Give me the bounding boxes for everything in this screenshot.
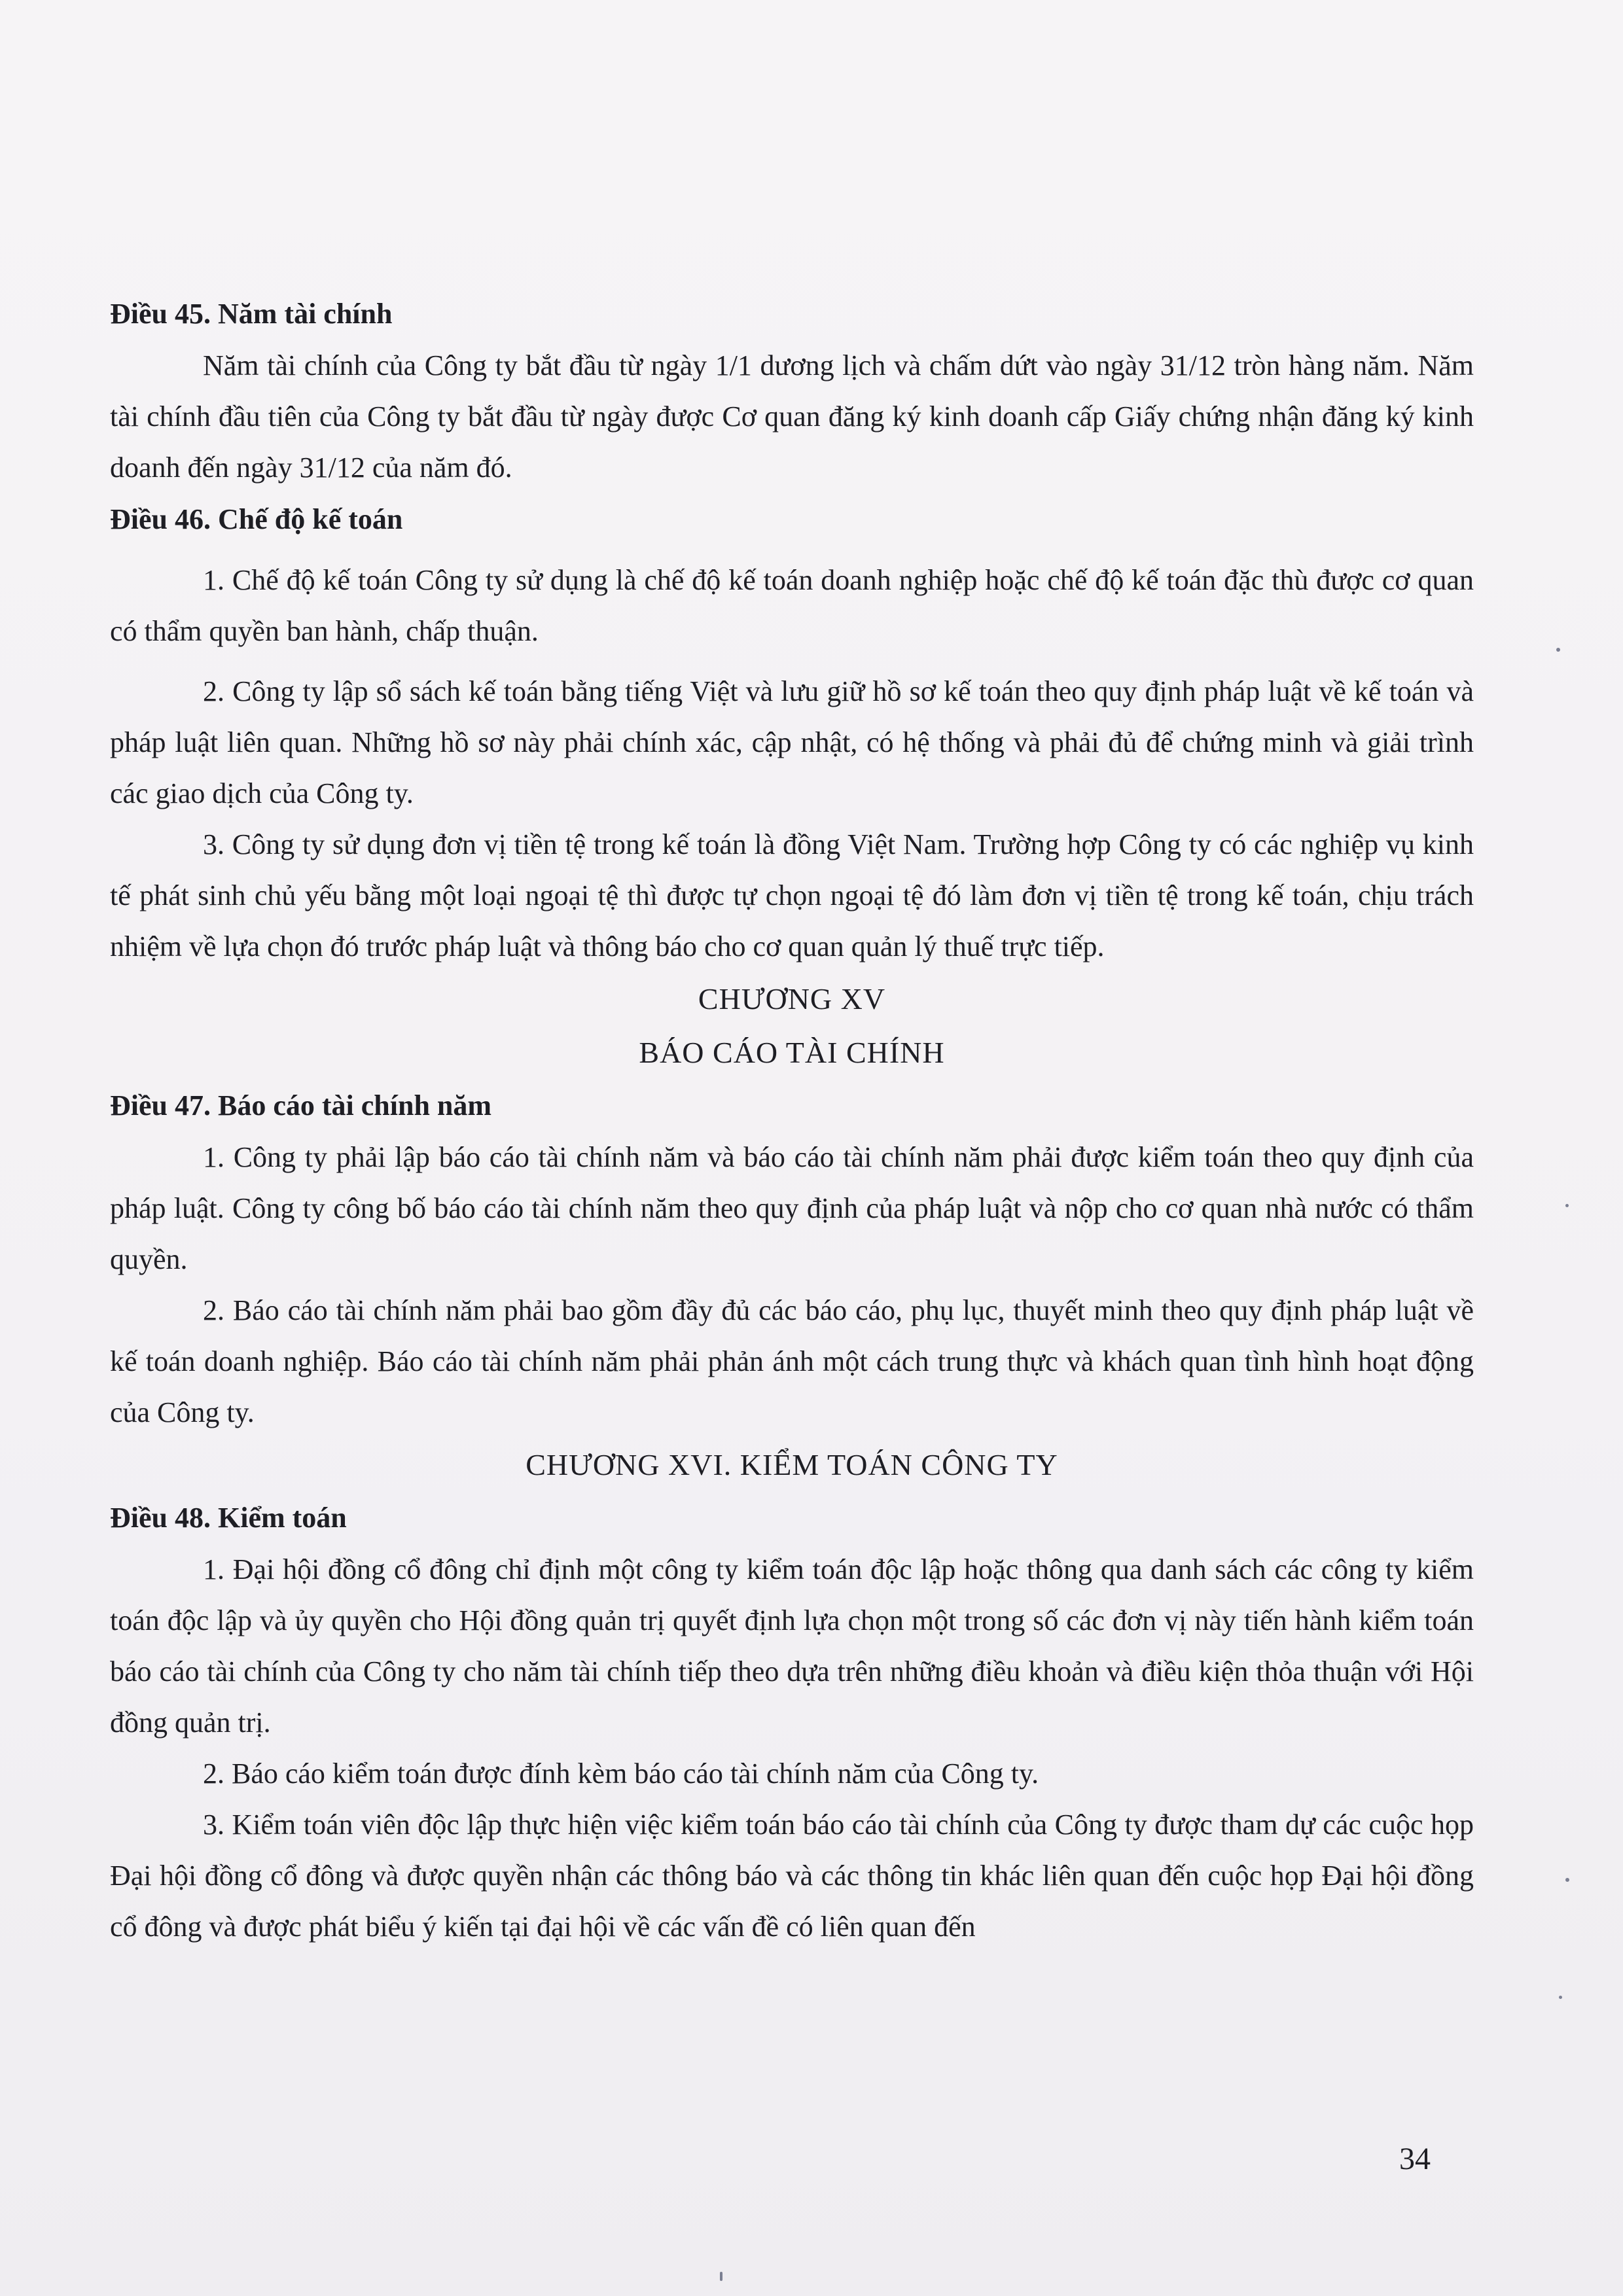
article-48-paragraph-1: 1. Đại hội đồng cổ đông chỉ định một công ty kiểm toán độc lập hoặc thông qua danh sách các công ty kiểm toán độc lập và ủy quyền cho Hội đồng quản trị quyết định lựa chọn một trong số các đơn vị này tiến hành kiểm toán báo cáo tài chính của Công ty cho năm tài chính tiếp theo dựa trên những điều khoản và điều kiện thỏa thuận với Hội đồng quản trị.	[110, 1553, 1474, 1739]
chapter-16-title: CHƯƠNG XVI. KIỂM TOÁN CÔNG TY	[526, 1448, 1058, 1481]
scan-speck	[1559, 1996, 1562, 1999]
scan-speck	[1556, 648, 1560, 652]
article-47-paragraph-2: 2. Báo cáo tài chính năm phải bao gồm đầy đủ các báo cáo, phụ lục, thuyết minh theo quy định pháp luật về kế toán doanh nghiệp. Báo cáo tài chính năm phải phản ánh một cách trung thực và khách quan tình hình hoạt động của Công ty.	[110, 1294, 1474, 1428]
article-48-paragraph-3: 3. Kiểm toán viên độc lập thực hiện việc kiểm toán báo cáo tài chính của Công ty được tham dự các cuộc họp Đại hội đồng cổ đông và được quyền nhận các thông báo và các thông tin khác liên quan đến cuộc họp Đại hội đồng cổ đông và được phát biểu ý kiến tại đại hội về các vấn đề có liên quan đến	[110, 1809, 1474, 1943]
article-46-paragraph-3: 3. Công ty sử dụng đơn vị tiền tệ trong kế toán là đồng Việt Nam. Trường hợp Công ty có các nghiệp vụ kinh tế phát sinh chủ yếu bằng một loại ngoại tệ thì được tự chọn ngoại tệ đó làm đơn vị tiền tệ trong kế toán, chịu trách nhiệm về lựa chọn đó trước pháp luật và thông báo cho cơ quan quản lý thuế trực tiếp.	[110, 828, 1474, 963]
scan-speck	[720, 2272, 722, 2281]
article-45-paragraph: Năm tài chính của Công ty bắt đầu từ ngày 1/1 dương lịch và chấm dứt vào ngày 31/12 tròn hàng năm. Năm tài chính đầu tiên của Công ty bắt đầu từ ngày được Cơ quan đăng ký kinh doanh cấp Giấy chứng nhận đăng ký kinh doanh đến ngày 31/12 của năm đó.	[110, 349, 1474, 484]
article-45-heading: Điều 45. Năm tài chính	[110, 298, 393, 330]
chapter-15-title: BÁO CÁO TÀI CHÍNH	[639, 1036, 945, 1069]
scan-speck	[1565, 1878, 1569, 1882]
article-47-paragraph-1: 1. Công ty phải lập báo cáo tài chính năm và báo cáo tài chính năm phải được kiểm toán theo quy định của pháp luật. Công ty công bố báo cáo tài chính năm theo quy định của pháp luật và nộp cho cơ quan nhà nước có thẩm quyền.	[110, 1141, 1474, 1275]
article-48-paragraph-2: 2. Báo cáo kiểm toán được đính kèm báo cáo tài chính năm của Công ty.	[203, 1757, 1039, 1790]
article-48-heading: Điều 48. Kiểm toán	[110, 1502, 347, 1534]
article-46-heading: Điều 46. Chế độ kế toán	[110, 503, 403, 535]
article-47-heading: Điều 47. Báo cáo tài chính năm	[110, 1089, 492, 1122]
chapter-15-number: CHƯƠNG XV	[698, 982, 886, 1016]
document-body	[110, 288, 1474, 1952]
article-46-paragraph-1: 1. Chế độ kế toán Công ty sử dụng là chế độ kế toán doanh nghiệp hoặc chế độ kế toán đặc thù được cơ quan có thẩm quyền ban hành, chấp thuận.	[110, 564, 1474, 647]
scan-speck	[1565, 1204, 1569, 1207]
page-number: 34	[1399, 2142, 1431, 2176]
article-46-paragraph-2: 2. Công ty lập sổ sách kế toán bằng tiếng Việt và lưu giữ hồ sơ kế toán theo quy định pháp luật về kế toán và pháp luật liên quan. Những hồ sơ này phải chính xác, cập nhật, có hệ thống và phải đủ để chứng minh và giải trình các giao dịch của Công ty.	[110, 675, 1474, 809]
